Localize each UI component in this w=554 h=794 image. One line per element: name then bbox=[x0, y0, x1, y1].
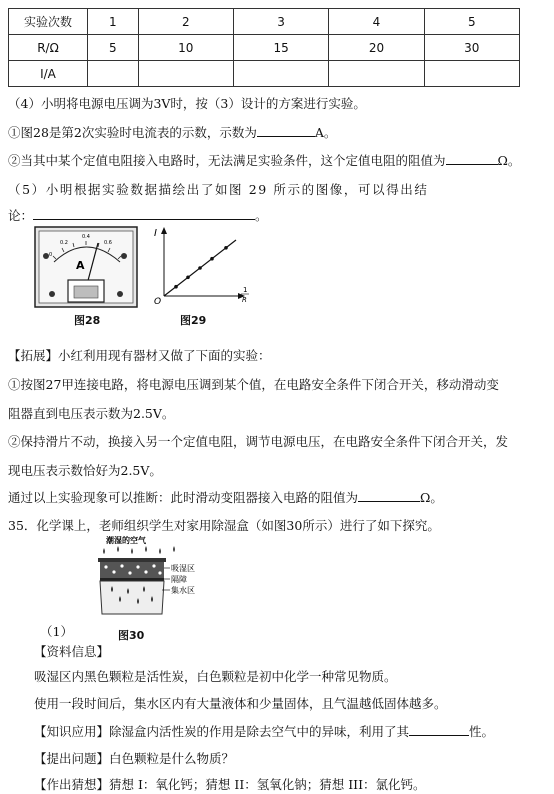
table-row bbox=[9, 35, 520, 61]
application-text: 【知识应用】除湿盒内活性炭的作用是除去空气中的异味，利用了其 bbox=[34, 724, 410, 739]
info-line2: 使用一段时间后，集水区内有大量液体和少量固体，且气温越低固体越多。 bbox=[34, 696, 447, 711]
ext-step2-line1: ②保持滑片不动，换接入另一个定值电阻，调节电源电压，在电路安全条件下闭合开关，发 bbox=[8, 434, 509, 449]
x-axis-label-num: 1 bbox=[243, 286, 248, 294]
table-cell: 20 bbox=[329, 35, 424, 61]
question-raised: 【提出问题】白色颗粒是什么物质？ bbox=[34, 751, 235, 766]
table-cell bbox=[88, 61, 139, 87]
origin-label: O bbox=[154, 297, 162, 306]
dehumidifier-figure bbox=[92, 534, 204, 626]
table-cell bbox=[233, 61, 328, 87]
y-axis-label: I bbox=[154, 228, 157, 239]
svg-text:0.6: 0.6 bbox=[104, 240, 112, 246]
q35-part1: （1） bbox=[40, 624, 73, 639]
fig30-label-absorb: 吸湿区 bbox=[171, 564, 195, 573]
q5-line1: （5）小明根据实验数据描绘出了如图 29 所示的图像，可以得出结 bbox=[8, 182, 429, 197]
fig30-label-barrier: 隔障 bbox=[171, 575, 187, 584]
table-cell bbox=[424, 61, 519, 87]
application-end: 性。 bbox=[469, 724, 495, 739]
table-cell: 2 bbox=[138, 9, 233, 35]
figure-30-caption: 图30 bbox=[118, 629, 145, 642]
ext-step1-line2: 阻器直到电压表示数为2.5V。 bbox=[8, 406, 175, 421]
table-cell: 4 bbox=[329, 9, 424, 35]
ext-step2-line2: 现电压表示数恰好为2.5V。 bbox=[8, 463, 162, 478]
q35-title: 35．化学课上，老师组织学生对家用除湿盒（如图30所示）进行了如下探究。 bbox=[8, 518, 440, 533]
table-cell: 15 bbox=[233, 35, 328, 61]
answer-blank[interactable] bbox=[446, 152, 498, 165]
table-cell: 5 bbox=[88, 35, 139, 61]
figure-28-caption: 图28 bbox=[74, 314, 101, 327]
table-cell: 5 bbox=[424, 9, 519, 35]
q5-label: 论： bbox=[8, 208, 34, 223]
svg-text:0: 0 bbox=[49, 252, 53, 258]
figure-29-caption: 图29 bbox=[180, 314, 207, 327]
table-row bbox=[9, 61, 520, 87]
experiment-table bbox=[8, 8, 520, 87]
table-cell: 10 bbox=[138, 35, 233, 61]
table-row bbox=[9, 9, 520, 35]
q4-part1 bbox=[8, 123, 336, 141]
q4-part2 bbox=[8, 151, 520, 169]
table-cell: I/A bbox=[9, 61, 88, 87]
knowledge-application bbox=[34, 722, 494, 740]
table-cell: R/Ω bbox=[9, 35, 88, 61]
answer-blank[interactable] bbox=[257, 124, 315, 137]
info-title: 【资料信息】 bbox=[34, 644, 110, 659]
table-cell bbox=[138, 61, 233, 87]
q5-end: 。 bbox=[255, 208, 268, 223]
q5-line2 bbox=[8, 206, 268, 224]
graph-figure bbox=[150, 226, 260, 306]
ext-intro: 【拓展】小红利用现有器材又做了下面的实验： bbox=[8, 348, 271, 363]
ext-conclusion-text: 通过以上实验现象可以推断：此时滑动变阻器接入电路的阻值为 bbox=[8, 490, 359, 505]
answer-blank[interactable] bbox=[358, 489, 420, 502]
q4-part2-text: ②当其中某个定值电阻接入电路时，无法满足实验条件，这个定值电阻的阻值为 bbox=[8, 153, 446, 168]
info-line1: 吸湿区内黑色颗粒是活性炭，白色颗粒是初中化学一种常见物质。 bbox=[34, 669, 397, 684]
table-cell: 1 bbox=[88, 9, 139, 35]
ext-conclusion bbox=[8, 488, 443, 506]
svg-text:0.2: 0.2 bbox=[60, 240, 68, 246]
ext-step1-line1: ①按图27甲连接电路，将电源电压调到某个值，在电路安全条件下闭合开关，移动滑动变 bbox=[8, 377, 499, 392]
svg-text:0.4: 0.4 bbox=[82, 234, 90, 240]
fig30-top-label: 潮湿的空气 bbox=[106, 536, 146, 545]
q4-intro: （4）小明将电源电压调为3V时，按（3）设计的方案进行实验。 bbox=[8, 96, 366, 111]
hypotheses: 【作出猜想】猜想 I：氧化钙；猜想 II：氢氧化钠；猜想 III：氯化钙。 bbox=[34, 777, 426, 792]
table-cell bbox=[329, 61, 424, 87]
q4-part1-text: ①图28是第2次实验时电流表的示数，示数为 bbox=[8, 125, 257, 140]
ammeter-unit: A bbox=[76, 259, 85, 272]
fig30-label-water: 集水区 bbox=[171, 586, 195, 595]
table-cell: 实验次数 bbox=[9, 9, 88, 35]
answer-blank[interactable] bbox=[409, 723, 469, 736]
table-cell: 3 bbox=[233, 9, 328, 35]
q4-part1-unit: A。 bbox=[314, 125, 337, 140]
q4-part2-unit: Ω。 bbox=[497, 153, 521, 168]
ext-conclusion-unit: Ω。 bbox=[420, 490, 443, 505]
table-cell: 30 bbox=[424, 35, 519, 61]
x-axis-label-den: R bbox=[242, 296, 247, 304]
ammeter-figure bbox=[34, 226, 138, 308]
answer-blank[interactable] bbox=[33, 207, 255, 220]
